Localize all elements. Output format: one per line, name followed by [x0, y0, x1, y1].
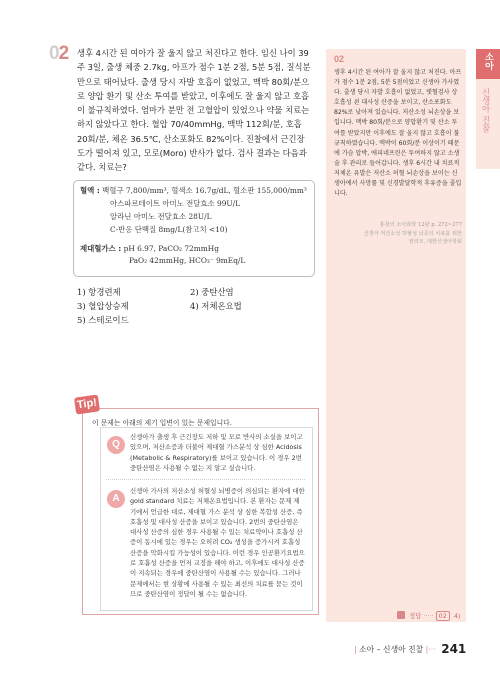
lab-blood-line-1: [80, 185, 307, 196]
choice-1[interactable]: 1) 항경련제: [77, 287, 121, 297]
footer-separator: |···: [425, 645, 436, 654]
tip-question-text: 신생아가 출생 후 근긴장도 저하 및 모로 반사의 소실을 보이고 있으며, 저산소증과 더불어 제대혈 가스분석 상 심한 Acidosis (Metabolic & Respiratory)를 보이고 있습니다. 이 경우 2번 중탄산염은 사용될 수 없는 지 알고 싶습니다.: [130, 433, 303, 472]
tip-intro: 이 문제는 아래의 제기 입변이 있는 문제입니다.: [92, 419, 232, 427]
page-number: 241: [441, 642, 467, 656]
choice-4[interactable]: 4) 저체온요법: [190, 301, 242, 311]
answer-label: 정답: [409, 612, 422, 620]
question-number: [49, 43, 68, 65]
tip-badge: Tip!: [74, 394, 100, 414]
choice-3[interactable]: 3) 혈압상승제: [77, 301, 129, 311]
question-number-main: 2: [58, 43, 69, 64]
reference-line-2: 신생아 저산소성 허혈성 뇌증의 치료를 위한: [363, 230, 462, 237]
reference-line-1: 홍창의 소아과학 12판 p. 272~277: [379, 222, 462, 228]
lab-gas-line-2: PaO₂ 42mmHg, HCO₃⁻ 9mEq/L: [129, 256, 246, 265]
lab-blood-label: 혈액 :: [80, 186, 100, 195]
answer-box: 02: [436, 611, 450, 621]
footer-bar: |: [354, 645, 357, 654]
lab-gas-label: 제대혈가스 :: [80, 244, 122, 253]
answer-marker-icon: A: [107, 490, 125, 508]
question-text: 생후 4시간 된 여아가 잘 울지 않고 처진다고 한다. 임신 나이 39주 3일, 출생 체중 2.7kg, 아프가 점수 1분 2점, 5분 5점, 질식분만으로 태어났다. 출생 당시 자발 호흡이 없었고, 맥박 80회/분으로 양압 환기 및 산소 투여를 받았고, 이후에도 잘 울지 않고 호흡이 불규칙하였다. 엄마가 분만 전 고혈압이 있었으나 약물 치료는 하지 않았다고 한다. 혈압 70/40mmHg, 맥박 112회/분, 호흡 20회/분, 체온 36.5℃, 산소포화도 82%이다. 진찰에서 근긴장도가 떨어져 있고, 모로(Moro) 반사가 없다. 검사 결과는 다음과 같다. 치료는?: [77, 48, 311, 173]
tip-divider: [106, 479, 305, 480]
subsection-tab-label: 신생아 진찰: [481, 88, 491, 133]
lab-blood-value-1: 백혈구 7,800/mm³, 혈색소 16.7g/dL, 혈소판 155,000/mm³: [102, 186, 307, 195]
lab-blood-line-2: 아스파르테이트 아미노 전달효소 99U/L: [110, 199, 241, 208]
lab-gas-line-1: [80, 243, 219, 254]
explanation-number: 02: [334, 54, 345, 64]
section-tab-label: 소아: [483, 52, 493, 70]
answer-indicator: 정답 ····· 02 4): [397, 611, 460, 620]
explanation-reference: [334, 221, 462, 247]
answer-icon: [397, 611, 405, 619]
choice-5[interactable]: 5) 스테로이드: [77, 315, 129, 325]
footer-section: 소아 – 신생아 진찰: [359, 645, 424, 654]
question-number-prefix: 0: [49, 43, 59, 64]
lab-blood-line-4: C-반응 단백질 8mg/L(참고치 <10): [110, 225, 228, 234]
answer-value: 4): [453, 612, 461, 620]
lab-gas-value-1: pH 6.97, PaCO₂ 72mmHg: [123, 244, 219, 253]
question-marker-icon: Q: [107, 436, 125, 454]
reference-line-3: 권리모, 대한신생아학회: [408, 239, 462, 246]
lab-results-box: [73, 180, 315, 277]
page-footer: [354, 642, 466, 656]
explanation-text: 생후 4시간 된 여아가 잘 울지 않고 처진다. 아프가 점수 1분 2점, 5분 5점이었고 신생아 가사였다. 출생 당시 자발 호흡이 없었고, 탯혈검사 상 호흡성 쇤 대사성 산증을 보이고, 산소포화도 82%로 낮아져 있습니다. 저산소성 뇌손상을 보입니다. 맥박 80회/분으로 양압환기 및 산소 투여를 받았지만 이후에도 잘 울지 않고 호흡이 불규칙하였습니다. 맥박이 60회/분 이상이기 때문에 가슴 압박, 에피네프린은 투여하지 않고 소생술 후 관리로 들어갑니다. 생후 6시간 내 치료적 저체온 유발은 저산소 허혈 뇌손상을 보이는 신생아에서 사망률 및 신경발달학적 후유증을 줄입니다.: [334, 69, 462, 198]
lab-blood-line-3: 알라닌 아미노 전달효소 28U/L: [110, 212, 212, 221]
tip-answer-text: 신생아 가사의 저산소성 허혈성 뇌병증이 의심되는 환자에 대한 gold standard 치료는 저체온요법입니다. 본 환자는 문제 제기에서 언급한 대로, 제대혈 가스 분석 상 심한 복합성 산증, 즉 호흡성 및 대사성 산증을 보이고 있습니다. 2번의 중탄산염은 대사성 산증의 심한 경우 사용될 수 있는 치료약이나 호흡성 산증이 동시에 있는 경우는 오히려 CO₂ 생성을 증가시켜 호흡성 산증을 악화시킬 가능성이 있습니다. 이런 경우 인공환기요법으로 호흡성 산증을 먼저 교정을 해야 하고, 이후에도 대사성 산증이 지속되는 경우에 중탄산염이 사용될 수는 있습니다. 그러나 문제에서는 현 상황에 사용될 수 있는 최선의 치료를 묻는 것이므로 중탄산염이 정답이 될 수는 없습니다.: [130, 487, 305, 598]
choice-2[interactable]: 2) 중탄산염: [190, 287, 234, 297]
